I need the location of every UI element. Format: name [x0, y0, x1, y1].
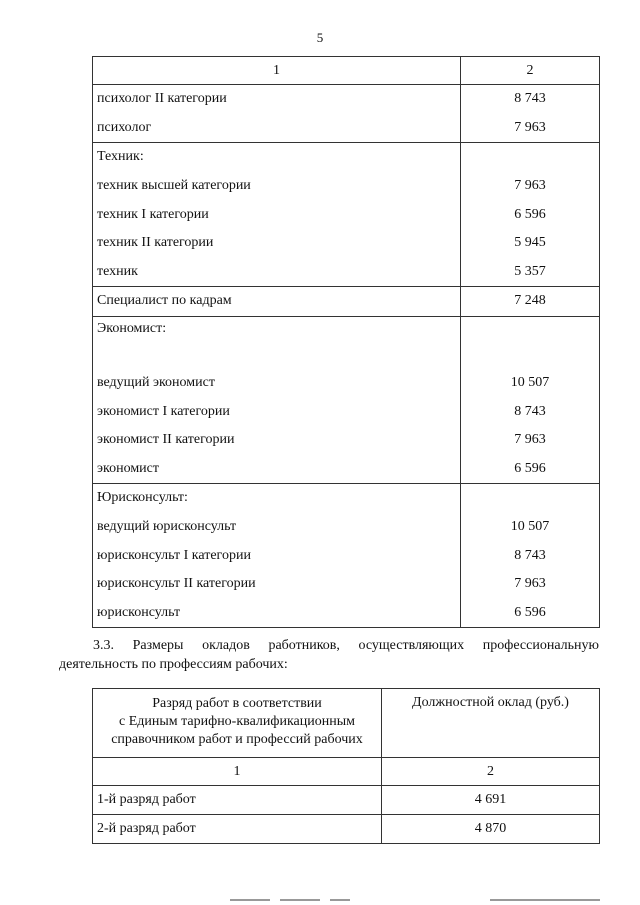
- table-row: [93, 513, 600, 542]
- table-row: [93, 786, 600, 815]
- table-row: [93, 815, 600, 844]
- column-number-2: 2: [461, 57, 600, 85]
- table-row: [93, 200, 600, 229]
- grade-label: 1-й разряд работ: [93, 786, 382, 815]
- salary-table-positions: [92, 56, 600, 628]
- table-row: [93, 570, 600, 599]
- position-label: экономист II категории: [93, 426, 461, 455]
- position-label: ведущий юрисконсульт: [93, 513, 461, 542]
- salary-value: 5 357: [461, 258, 600, 287]
- salary-value: 8 743: [461, 397, 600, 426]
- column-number-1: 1: [93, 758, 382, 786]
- position-label: экономист I категории: [93, 397, 461, 426]
- column-number-1: 1: [93, 57, 461, 85]
- position-label: юрисконсульт II категории: [93, 570, 461, 599]
- position-label: техник II категории: [93, 229, 461, 258]
- table-row: [93, 258, 600, 287]
- group-heading: Юрисконсульт:: [93, 484, 461, 513]
- salary-value: 8 743: [461, 541, 600, 570]
- table-row: [93, 229, 600, 258]
- paragraph-text: 3.3. Размеры окладов работников, осуществляющих профессиональную деятельность по профессиям рабочих:: [59, 638, 599, 672]
- group-heading: Техник:: [93, 143, 461, 172]
- table-row: [93, 484, 600, 513]
- table-row: [93, 426, 600, 455]
- table-row: [93, 369, 600, 398]
- salary-value: 10 507: [461, 513, 600, 542]
- salary-value: 7 963: [461, 570, 600, 599]
- position-label: психолог: [93, 114, 461, 143]
- position-label: юрисконсульт I категории: [93, 541, 461, 570]
- scan-artifact-marks: [230, 899, 610, 901]
- header-line: Разряд работ в соответствии: [152, 696, 322, 711]
- salary-value: 6 596: [461, 200, 600, 229]
- table-row: [93, 143, 600, 172]
- table-row: [93, 114, 600, 143]
- header-line: с Единым тарифно-квалификационным: [118, 714, 355, 729]
- salary-value: 6 596: [461, 455, 600, 484]
- table-row: [93, 397, 600, 426]
- salary-value: 5 945: [461, 229, 600, 258]
- position-label: психолог II категории: [93, 85, 461, 114]
- table-row: [93, 316, 600, 369]
- salary-value: [461, 316, 600, 369]
- salary-value: 10 507: [461, 369, 600, 398]
- section-paragraph: [59, 636, 599, 674]
- header-salary: Должностной оклад (руб.): [382, 689, 600, 758]
- table-row: [93, 599, 600, 628]
- salary-value: 7 248: [461, 287, 600, 317]
- table-row: [93, 541, 600, 570]
- table-number-row: [93, 758, 600, 786]
- table-header-row: [93, 689, 600, 758]
- position-label: ведущий экономист: [93, 369, 461, 398]
- table-header-row: [93, 57, 600, 85]
- grade-label: 2-й разряд работ: [93, 815, 382, 844]
- page-number: 5: [316, 30, 324, 45]
- position-label: техник высшей категории: [93, 172, 461, 201]
- header-line: справочником работ и профессий рабочих: [111, 732, 363, 747]
- header-tariff-grade: [93, 689, 382, 758]
- salary-value: 8 743: [461, 85, 600, 114]
- salary-value: 6 596: [461, 599, 600, 628]
- position-label: юрисконсульт: [93, 599, 461, 628]
- table-row: [93, 172, 600, 201]
- salary-value: [461, 484, 600, 513]
- column-number-2: 2: [382, 758, 600, 786]
- salary-table-workers: [92, 688, 600, 844]
- table-row: [93, 85, 600, 114]
- table-row: [93, 287, 600, 317]
- salary-value: [461, 143, 600, 172]
- group-heading: Экономист:: [93, 316, 461, 369]
- salary-value: 7 963: [461, 114, 600, 143]
- salary-value: 4 870: [382, 815, 600, 844]
- position-label: экономист: [93, 455, 461, 484]
- position-label: Специалист по кадрам: [93, 287, 461, 317]
- salary-value: 7 963: [461, 172, 600, 201]
- salary-value: 4 691: [382, 786, 600, 815]
- position-label: техник: [93, 258, 461, 287]
- table-row: [93, 455, 600, 484]
- salary-value: 7 963: [461, 426, 600, 455]
- position-label: техник I категории: [93, 200, 461, 229]
